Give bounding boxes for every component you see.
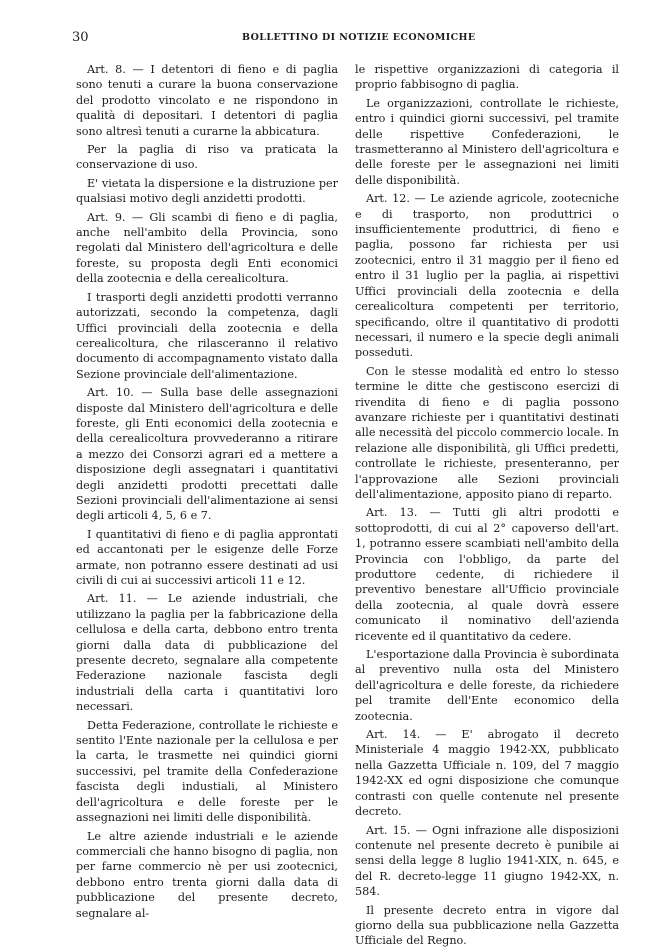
running-title: BOLLETTINO DI NOTIZIE ECONOMICHE — [242, 32, 476, 43]
paragraph-art-13: Art. 13. — Tutti gli altri prodotti e sottoprodotti, di cui al 2° capoverso dell'art. 1, potranno essere scambiati nell'ambito della Provincia con l'obbligo, da parte del produttore cedente, di richiedere il preventivo benestare all'Ufficio provinciale della zootecnia, al quale dovrà essere comunicato il nominativo dell'azienda ricevente ed il quantitativo da cedere. — [355, 506, 619, 643]
paragraph-art-14: Art. 14. — E' abrogato il decreto Ministeriale 4 maggio 1942-XX, pubblicato nella Gazzetta Ufficiale n. 109, del 7 maggio 1942-XX ed ogni disposizione che comunque contrasti con quelle contenute nel presente decreto. — [355, 728, 619, 819]
paragraph-closing: Il presente decreto entra in vigore dal giorno della sua pubblicazione nella Gazzetta Ufficiale del Regno. — [355, 903, 619, 948]
paragraph: Detta Federazione, controllate le richieste e sentito l'Ente nazionale per la cellulosa e per la carta, le trasmette nei quindici giorni successivi, pel tramite della Confederazione fascista degli industiali, al Ministero dell'agricoltura e delle foreste per le assegnazioni nei limiti delle disponibilità. — [76, 718, 338, 825]
paragraph: Le altre aziende industriali e le aziende commerciali che hanno bisogno di paglia, non per farne commercio nè per usi zootecnici, debbono entro trenta giorni dalla data di pubblicazione del presente decreto, segnalare al- — [76, 829, 338, 920]
paragraph-art-8: Art. 8. — I detentori di fieno e di paglia sono tenuti a curare la buona conservazione del prodotto vincolato e ne rispondono in qualità di depositari. I detentori di paglia sono altresì tenuti a curarne la abbicatura. — [76, 63, 338, 138]
paragraph: Per la paglia di riso va praticata la conservazione di uso. — [76, 143, 338, 172]
paragraph-art-9: Art. 9. — Gli scambi di fieno e di paglia, anche nell'ambito della Provincia, sono regolati dal Ministero dell'agricoltura e delle foreste, su proposta degli Enti economici della zootecnia e della cerealicoltura. — [76, 210, 338, 286]
paragraph-art-12: Art. 12. — Le aziende agricole, zootecniche e di trasporto, non produttrici o insufficientemente produttrici, di fieno e paglia, possono far richiesta per usi zootecnici, entro il 31 maggio per il fieno ed entro il 31 luglio per la paglia, ai rispettivi Uffici provinciali della zootecnia e della cerealicoltura competenti per territorio, specificando, oltre il quantitativo di prodotti necessari, il numero e la specie degli animali posseduti. — [355, 192, 619, 360]
right-text-column — [355, 62, 619, 952]
paragraph: E' vietata la dispersione e la distruzione per qualsiasi motivo degli anzidetti prodotti. — [76, 176, 338, 206]
paragraph: L'esportazione dalla Provincia è subordinata al preventivo nulla osta del Ministero dell'agricoltura e delle foreste, da richiedere pel tramite dell'Ente economico della zootecnia. — [355, 648, 620, 723]
paragraph-art-15: Art. 15. — Ogni infrazione alle disposizioni contenute nel presente decreto è punibile ai sensi della legge 8 luglio 1941-XIX, n. 645, e del R. decreto-legge 11 giugno 1942-XX, n. 584. — [355, 823, 619, 899]
paragraph-art-10: Art. 10. — Sulla base delle assegnazioni disposte dal Ministero dell'agricoltura e delle foreste, gli Enti economici della zootecnia e della cerealicoltura provvederanno a ritirare a mezzo dei Consorzi agrari ed a mettere a disposizione degli assegnatari i quantitativi degli anzidetti prodotti precettati dalle Sezioni provinciali dell'alimentazione ai sensi degli articoli 4, 5, 6 e 7. — [76, 386, 338, 523]
page-number: 30 — [72, 30, 89, 45]
paragraph: I quantitativi di fieno e di paglia approntati ed accantonati per le esigenze delle Forze armate, non potranno essere destinati ad usi civili di cui ai successivi articoli 11 e 12. — [76, 527, 338, 587]
paragraph-art-11: Art. 11. — Le aziende industriali, che utilizzano la paglia per la fabbricazione della cellulosa e della carta, debbono entro trenta giorni dalla data di pubblicazione del presente decreto, segnalare alla competente Federazione nazionale fascista degli industriali della carta i quantitativi loro necessari. — [76, 592, 338, 714]
paragraph: I trasporti degli anzidetti prodotti verranno autorizzati, secondo la competenza, dagli Uffici provinciali della zootecnia e della cerealicoltura, che rilasceranno il relativo documento di accompagnamento vistato dalla Sezione provinciale dell'alimentazione. — [76, 290, 338, 381]
paragraph: Con le stesse modalità ed entro lo stesso termine le ditte che gestiscono esercizi di rivendita di fieno e di paglia possono avanzare richieste per i quantitativi destinati alle necessità del piccolo commercio locale. In relazione alle disponibilità, gli Uffici predetti, controllate le richieste, presenteranno, per l'approvazione alle Sezioni provinciali dell'alimentazione, apposito piano di reparto. — [355, 364, 619, 501]
page-header — [72, 30, 594, 48]
left-text-column — [76, 62, 338, 924]
paragraph-continued: le rispettive organizzazioni di categoria il proprio fabbisogno di paglia. — [355, 63, 619, 92]
paragraph: Le organizzazioni, controllate le richieste, entro i quindici giorni successivi, pel tramite delle rispettive Confederazioni, le trasmetteranno al Ministero dell'agricoltura e delle foreste per le assegnazioni nei limiti delle disponibilità. — [355, 96, 619, 187]
